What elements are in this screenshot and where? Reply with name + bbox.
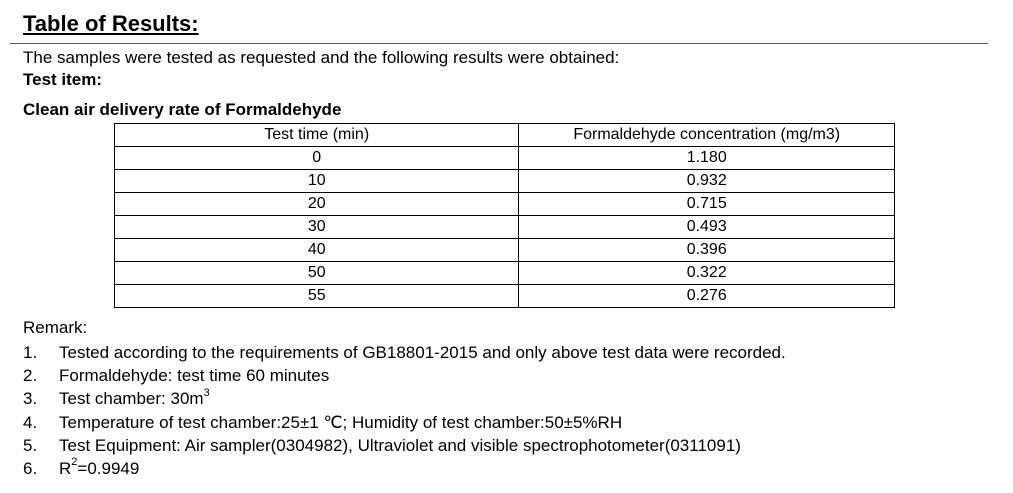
table-row	[115, 193, 895, 216]
remark-text: Formaldehyde: test time 60 minutes	[59, 366, 330, 386]
remark-text-suffix: =0.9949	[77, 459, 140, 479]
results-table	[114, 123, 895, 308]
remark-number: 5.	[23, 435, 38, 455]
remark-superscript: 2	[71, 456, 78, 469]
section-heading: Clean air delivery rate of Formaldehyde	[23, 100, 342, 119]
remarks-list	[23, 341, 786, 480]
table-row	[115, 216, 895, 239]
test-time-cell: 55	[115, 285, 519, 308]
remark-item	[23, 364, 786, 387]
test-time-cell: 30	[115, 216, 519, 239]
concentration-cell: 0.932	[519, 170, 895, 193]
concentration-cell: 1.180	[519, 147, 895, 170]
remark-item	[23, 387, 786, 410]
concentration-cell: 0.493	[519, 216, 895, 239]
remark-item	[23, 457, 786, 480]
remark-number: 6.	[23, 459, 38, 479]
remark-label: Remark:	[23, 318, 88, 337]
concentration-cell: 0.396	[519, 239, 895, 262]
table-row	[115, 170, 895, 193]
table-row	[115, 262, 895, 285]
title-divider	[10, 43, 988, 44]
remark-text-prefix: R	[59, 459, 72, 479]
concentration-cell: 0.276	[519, 285, 895, 308]
remark-item	[23, 341, 786, 364]
remark-item	[23, 434, 786, 457]
concentration-cell: 0.715	[519, 193, 895, 216]
test-time-cell: 40	[115, 239, 519, 262]
intro-text: The samples were tested as requested and the following results were obtained:	[23, 48, 620, 67]
test-item-label: Test item:	[23, 70, 103, 89]
column-header-test-time: Test time (min)	[115, 124, 519, 147]
remark-number: 2.	[23, 366, 38, 386]
remark-text: Test Equipment: Air sampler(0304982), Ultraviolet and visible spectrophotometer(0311091)	[59, 435, 741, 455]
concentration-cell: 0.322	[519, 262, 895, 285]
test-time-cell: 50	[115, 262, 519, 285]
remark-number: 3.	[23, 389, 38, 409]
table-row	[115, 285, 895, 308]
remark-text: Temperature of test chamber:25±1 ℃; Humidity of test chamber:50±5%RH	[59, 412, 623, 432]
table-row	[115, 239, 895, 262]
remark-number: 4.	[23, 412, 38, 432]
remark-superscript: 3	[203, 386, 210, 399]
column-header-concentration: Formaldehyde concentration (mg/m3)	[519, 124, 895, 147]
test-time-cell: 0	[115, 147, 519, 170]
table-header-row	[115, 124, 895, 147]
test-time-cell: 10	[115, 170, 519, 193]
test-time-cell: 20	[115, 193, 519, 216]
remark-item	[23, 411, 786, 434]
table-row	[115, 147, 895, 170]
remark-number: 1.	[23, 343, 38, 362]
remark-text: Test chamber: 30m	[59, 389, 204, 409]
page-title: Table of Results:	[23, 11, 199, 36]
remark-text: Tested according to the requirements of GB18801-2015 and only above test data were recorded.	[59, 343, 786, 362]
